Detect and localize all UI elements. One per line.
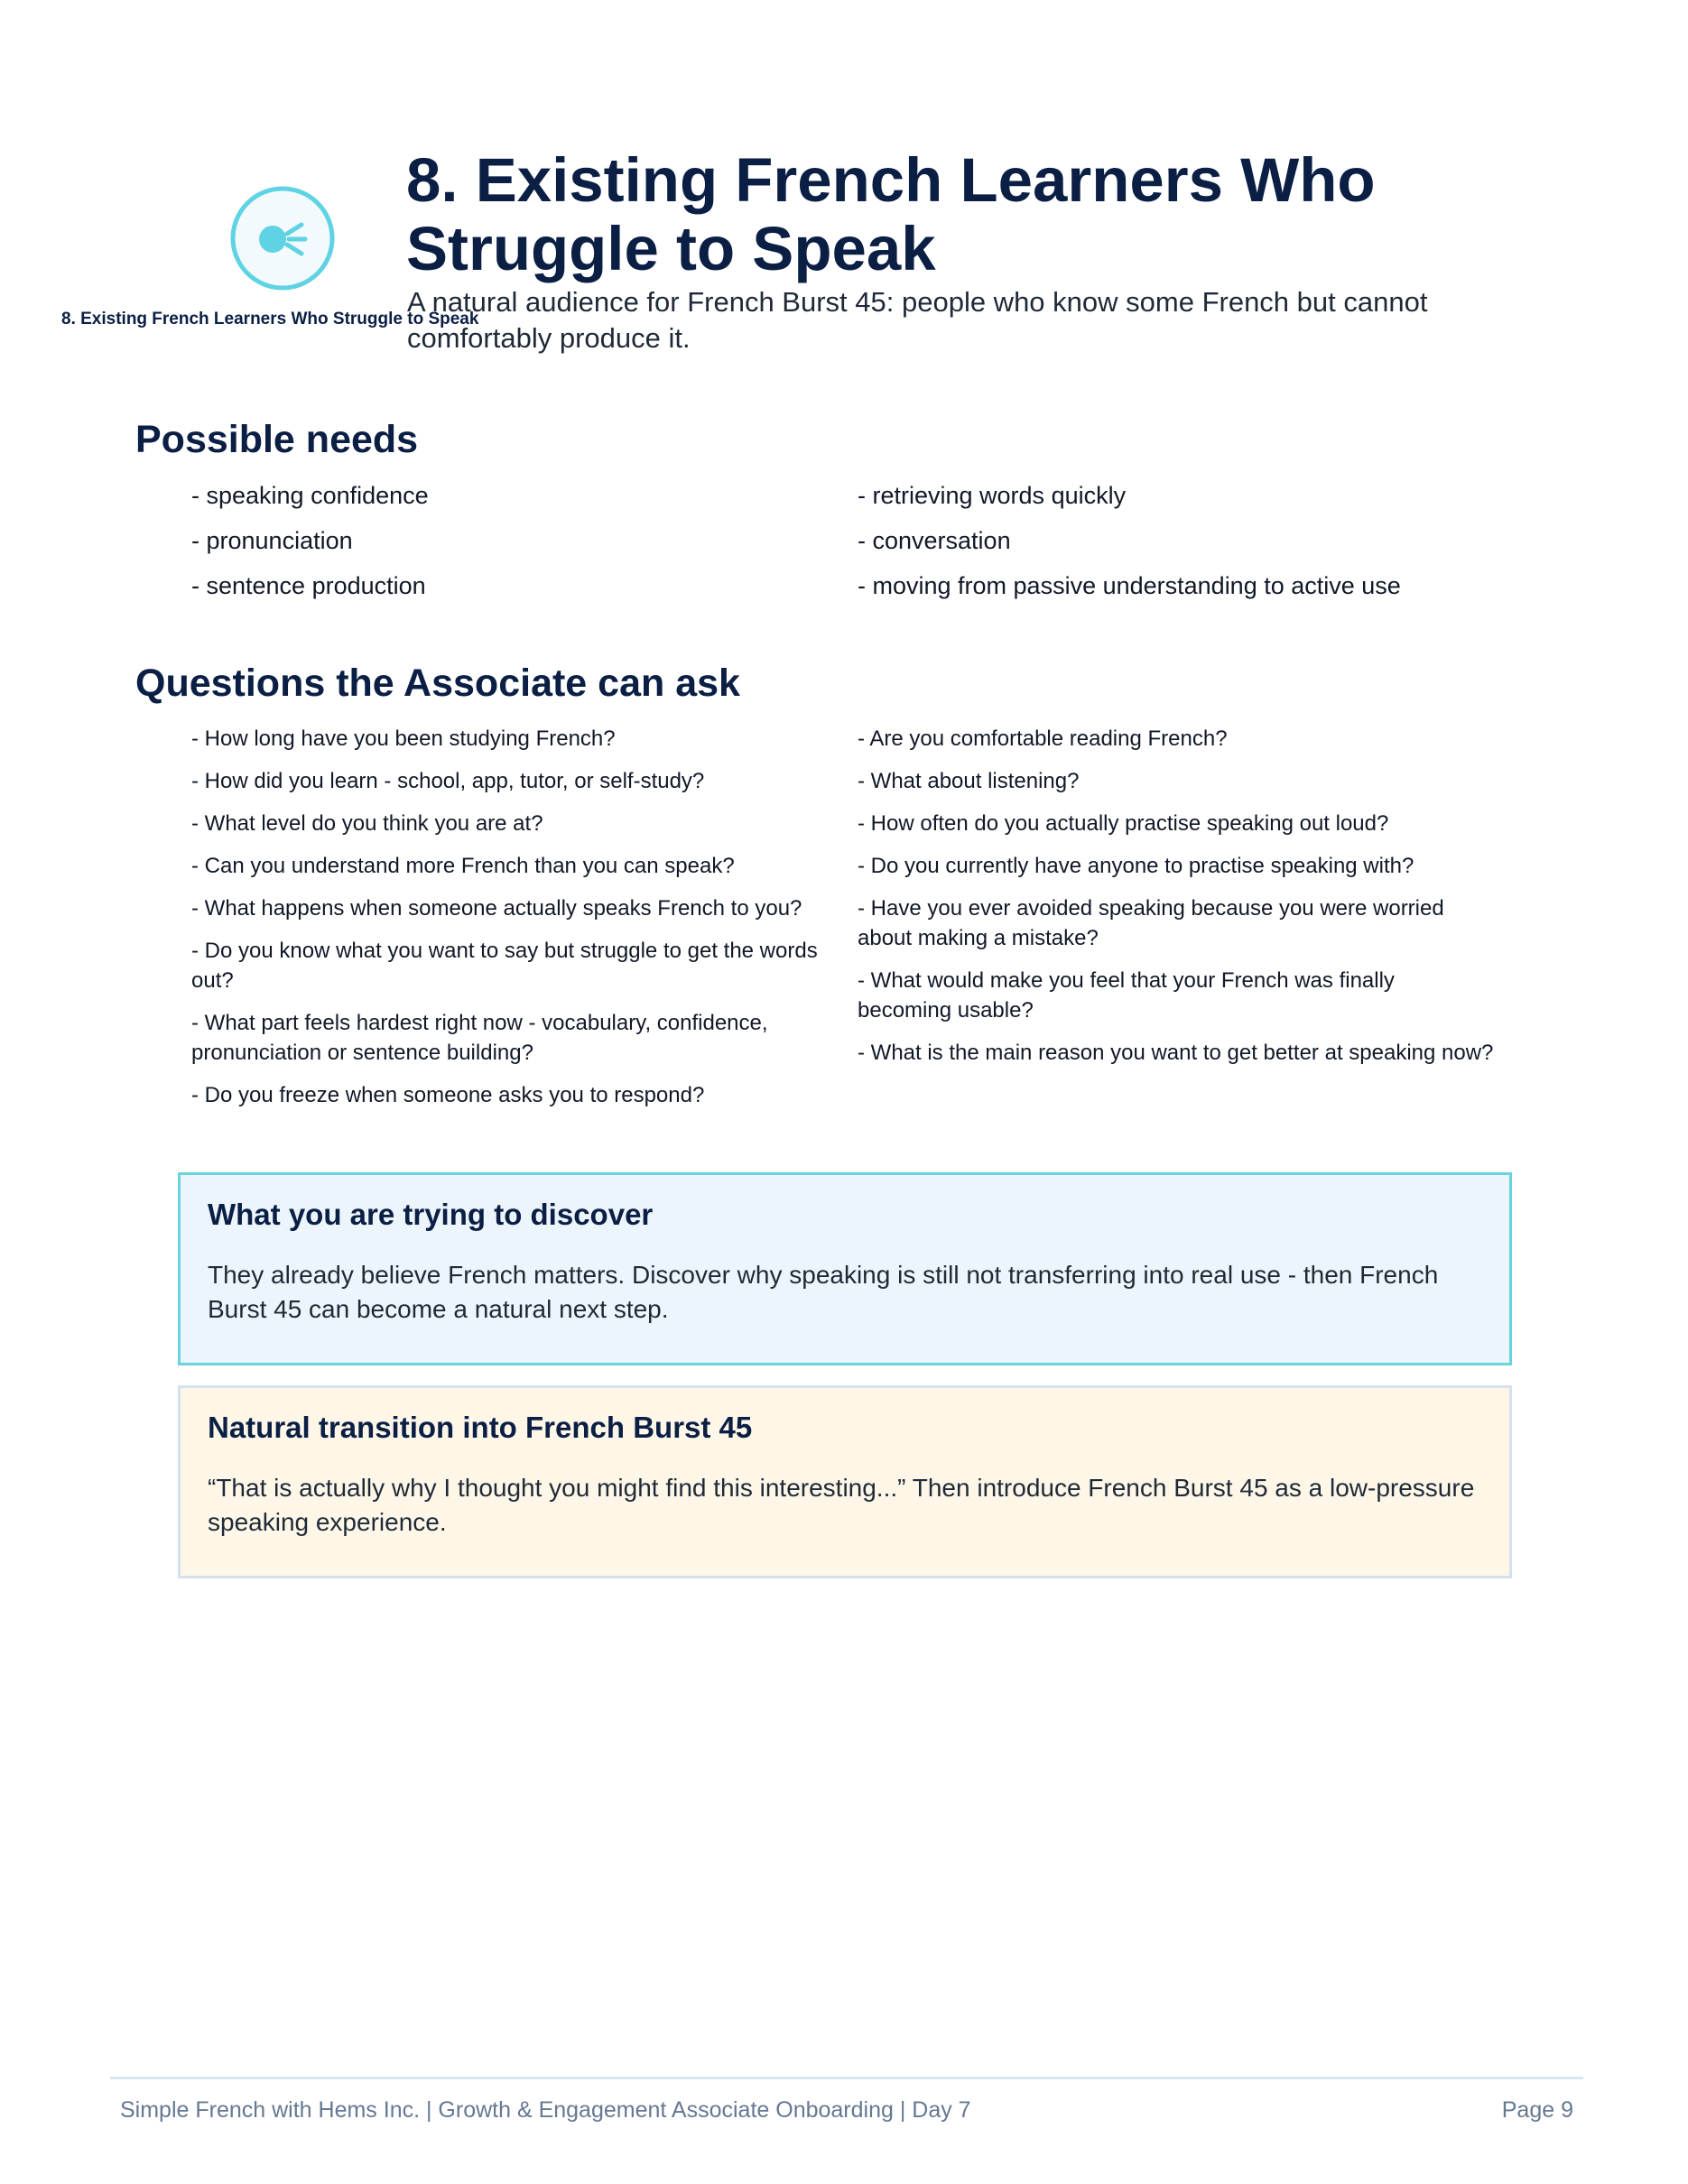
- list-item: - How long have you been studying French?: [191, 726, 616, 751]
- list-item: - Do you freeze when someone asks you to respond?: [191, 1083, 705, 1107]
- transition-heading: Natural transition into French Burst 45: [208, 1411, 753, 1444]
- list-item: - How did you learn - school, app, tutor, or self-study?: [191, 769, 705, 793]
- list-item: - Do you know what you want to say but struggle to get the words out?: [191, 939, 818, 993]
- list-item: - What happens when someone actually speaks French to you?: [191, 896, 802, 921]
- list-item: - sentence production: [191, 572, 426, 599]
- list-item: - Can you understand more French than you can speak?: [191, 854, 735, 878]
- transition-callout: [178, 1385, 1512, 1578]
- list-item: - What about listening?: [858, 769, 1080, 793]
- page-subtitle: A natural audience for French Burst 45: people who know some French but cannot comfortably produce it.: [407, 286, 1428, 354]
- discover-callout: [178, 1172, 1512, 1365]
- needs-list-left: [191, 480, 823, 615]
- list-item: - What level do you think you are at?: [191, 811, 543, 836]
- list-item: - Have you ever avoided speaking because you were worried about making a mistake?: [858, 896, 1444, 950]
- footer-divider: [110, 2077, 1583, 2079]
- list-item: - What part feels hardest right now - vocabulary, confidence, pronunciation or sentence building?: [191, 1011, 768, 1065]
- list-item: - How often do you actually practise speaking out loud?: [858, 811, 1389, 836]
- page-title: 8. Existing French Learners Who Struggle to Speak: [406, 145, 1376, 283]
- list-item: - What would make you feel that your French was finally becoming usable?: [858, 968, 1395, 1023]
- transition-body: “That is actually why I thought you might find this interesting...” Then introduce French Burst 45 as a low-pressure speaking experience.: [208, 1474, 1475, 1536]
- list-item: - Do you currently have anyone to practise speaking with?: [858, 854, 1414, 878]
- needs-list-right: [858, 480, 1489, 615]
- questions-heading: Questions the Associate can ask: [135, 662, 740, 705]
- footer-text: Simple French with Hems Inc. | Growth & Engagement Associate Onboarding | Day 7: [120, 2097, 971, 2123]
- page-number: Page 9: [1501, 2097, 1573, 2123]
- list-item: - moving from passive understanding to active use: [858, 572, 1401, 599]
- list-item: - retrieving words quickly: [858, 482, 1127, 509]
- list-item: - conversation: [858, 527, 1011, 554]
- discover-heading: What you are trying to discover: [208, 1198, 654, 1231]
- list-item: - Are you comfortable reading French?: [858, 726, 1228, 751]
- questions-list-left: [191, 724, 823, 1123]
- questions-list-right: [858, 724, 1494, 1080]
- discover-body: They already believe French matters. Discover why speaking is still not transferring into real use - then French Burst 45 can become a natural next step.: [208, 1261, 1439, 1323]
- speaking-person-icon: [229, 185, 336, 292]
- list-item: - pronunciation: [191, 527, 353, 554]
- icon-caption: 8. Existing French Learners Who Struggle to Speak: [61, 310, 479, 329]
- list-item: - What is the main reason you want to get better at speaking now?: [858, 1041, 1494, 1065]
- possible-needs-heading: Possible needs: [135, 418, 419, 461]
- list-item: - speaking confidence: [191, 482, 429, 509]
